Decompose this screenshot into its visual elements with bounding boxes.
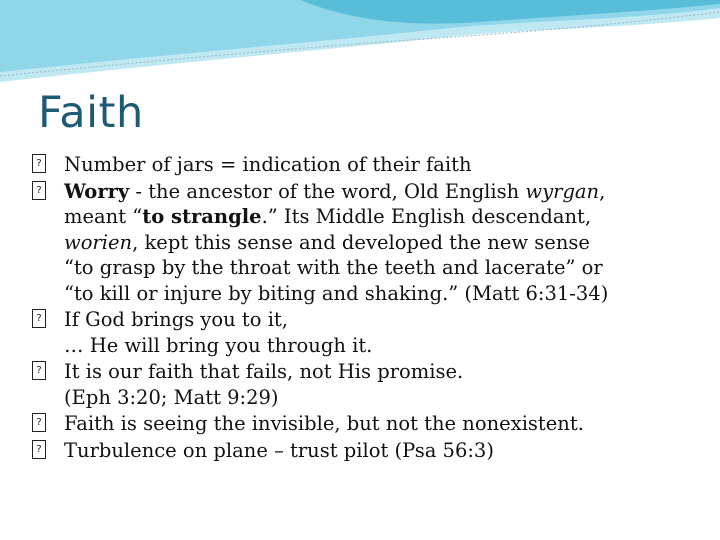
bullet-text-line: “to grasp by the throat with the teeth and lacerate” or	[64, 256, 603, 279]
slide-title: Faith	[38, 88, 144, 138]
bullet-item	[30, 152, 680, 178]
bullet-text: Turbulence on plane – trust pilot (Psa 56:3)	[64, 438, 494, 462]
bullet-text-line: It is our faith that fails, not His promise.	[64, 360, 464, 383]
bullet-list	[30, 152, 680, 464]
text-run: - the ancestor of the word, Old English	[129, 179, 526, 203]
missing-glyph-icon: ?	[32, 154, 46, 173]
bullet-text-line: “to kill or injure by biting and shaking.” (Matt 6:31-34)	[64, 281, 609, 305]
missing-glyph-icon: ?	[32, 361, 46, 380]
bullet-text-line	[64, 230, 680, 256]
header-wave-decoration	[0, 0, 720, 90]
bold-term: to strangle	[142, 205, 262, 228]
text-run: ,	[599, 179, 606, 203]
bullet-item	[30, 307, 680, 358]
missing-glyph-icon: ?	[32, 309, 46, 328]
bullet-item	[30, 438, 680, 464]
bullet-text: Number of jars = indication of their faith	[64, 153, 472, 176]
bullet-text-line	[64, 179, 680, 205]
bullet-text: Faith is seeing the invisible, but not the nonexistent.	[64, 412, 584, 435]
bullet-text-line: … He will bring you through it.	[64, 333, 373, 357]
italic-term: worien	[64, 230, 133, 254]
missing-glyph-icon: ?	[32, 413, 46, 432]
bullet-item	[30, 359, 680, 410]
bullet-text-line: If God brings you to it,	[64, 308, 288, 331]
missing-glyph-icon: ?	[32, 181, 46, 200]
italic-term: wyrgan	[525, 179, 600, 203]
text-run: meant “	[64, 205, 143, 228]
bold-term: Worry	[64, 179, 130, 203]
bullet-item	[30, 179, 680, 307]
text-run: .” Its Middle English descendant,	[261, 205, 592, 228]
missing-glyph-icon: ?	[32, 440, 46, 459]
bullet-text-line: (Eph 3:20; Matt 9:29)	[64, 385, 279, 409]
text-run: , kept this sense and developed the new sense	[132, 230, 590, 254]
bullet-text-line	[64, 204, 680, 230]
bullet-item	[30, 411, 680, 437]
